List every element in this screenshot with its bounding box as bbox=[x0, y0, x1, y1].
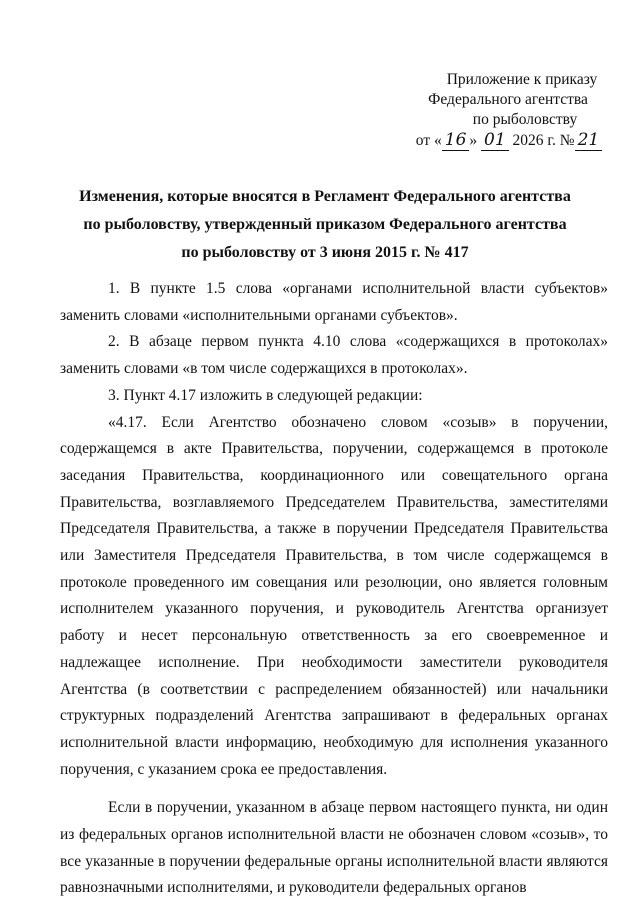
appendix-header bbox=[408, 70, 608, 151]
date-prefix: от « bbox=[415, 132, 442, 149]
document-body bbox=[60, 276, 608, 902]
date-mid: » bbox=[469, 132, 478, 149]
appendix-line-1: Приложение к приказу bbox=[446, 71, 598, 88]
appendix-line-2: Федерального агентства bbox=[428, 91, 588, 108]
appendix-line-3: по рыболовству bbox=[472, 111, 578, 128]
appendix-date-line bbox=[410, 130, 608, 151]
paragraph-4: «4.17. Если Агентство обозначено словом «созыв» в поручении, содержащемся в акте Правительства, поручении, содержащемся в протоколе заседания Правительства, координационного или совещательного органа Правительства, возглавляемого Председателем Правительства, заместителями Председателя Правительства, а также в поручении Председателя Правительства или Заместителя Председателя Правительства, в том числе содержащемся в протоколе проведенного им совещания или резолюции, оно является головным исполнителем указанного поручения, и руководитель Агентства организует работу и несет персональную ответственность за его своевременное и надлежащее исполнение. При необходимости заместители руководителя Агентства (в соответствии с распределением обязанностей) или начальники структурных подразделений Агентства запрашивают в федеральных органах исполнительной власти информацию, необходимую для исполнения указанного поручения, с указанием срока ее предоставления. bbox=[60, 413, 608, 778]
title-line-2: по рыболовству, утвержденный приказом Федерального агентства bbox=[83, 216, 567, 233]
title-line-1: Изменения, которые вносятся в Регламент Федерального агентства bbox=[79, 188, 571, 205]
paragraph-5: Если в поручении, указанном в абзаце первом настоящего пункта, ни один из федеральных органов исполнительной власти не обозначен словом «созыв», то все указанные в поручении федеральные органы исполнительной власти являются равнозначными исполнителями, и руководители федеральных органов bbox=[60, 799, 608, 897]
paragraph-2: 2. В абзаце первом пункта 4.10 слова «содержащихся в протоколах» заменить словами «в том числе содержащихся в протоколах». bbox=[60, 333, 608, 378]
date-month-handwritten: 01 bbox=[481, 130, 509, 151]
date-day-handwritten: 16 bbox=[442, 130, 470, 151]
date-year: 2026 г. № bbox=[512, 132, 575, 149]
title-line-3: по рыболовству от 3 июня 2015 г. № 417 bbox=[181, 244, 469, 261]
paragraph-3: 3. Пункт 4.17 изложить в следующей редакции: bbox=[108, 386, 423, 404]
order-number-handwritten: 21 bbox=[575, 130, 603, 151]
document-title bbox=[60, 183, 590, 267]
paragraph-1: 1. В пункте 1.5 слова «органами исполнительной власти субъектов» заменить словами «исполнительными органами субъектов». bbox=[60, 280, 608, 324]
